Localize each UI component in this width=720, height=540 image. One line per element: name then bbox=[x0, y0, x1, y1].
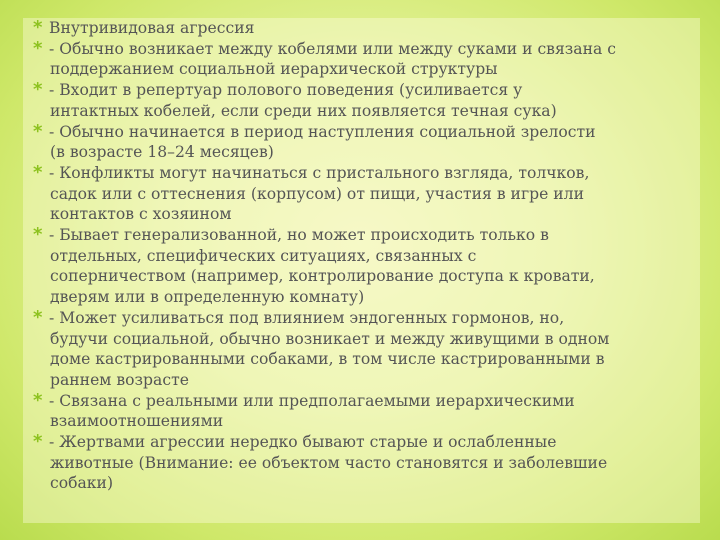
bullet-text: раннем возрасте bbox=[50, 370, 189, 389]
bullet-text: интактных кобелей, если среди них появляется течная сука) bbox=[50, 101, 557, 120]
bullet-point-continuation bbox=[33, 287, 616, 308]
bullet-point-continuation bbox=[33, 349, 616, 370]
bullet-asterisk-icon: * bbox=[33, 37, 43, 59]
bullet-asterisk-icon: * bbox=[33, 389, 43, 411]
title-text: Внутривидовая агрессия bbox=[49, 19, 255, 37]
bullet-point-continuation bbox=[33, 142, 616, 163]
bullet-text: садок или с оттеснения (корпусом) от пищи, участия в игре или bbox=[50, 184, 584, 203]
bullet-point-continuation bbox=[33, 266, 616, 287]
bullet-text: (в возрасте 18–24 месяцев) bbox=[50, 143, 274, 162]
bullet-text: - Обычно возникает между кобелями или между суками и связана с bbox=[49, 39, 616, 58]
bullet-point bbox=[33, 308, 616, 329]
bullet-text: дверям или в определенную комнату) bbox=[50, 288, 365, 307]
bullet-asterisk-icon: * bbox=[33, 79, 43, 101]
bullet-list bbox=[33, 18, 616, 494]
bullet-text: - Входит в репертуар полового поведения (усиливается у bbox=[49, 81, 523, 100]
bullet-point-continuation bbox=[33, 411, 616, 432]
bullet-text: - Бывает генерализованной, но может происходить только в bbox=[49, 226, 549, 245]
bullet-asterisk-icon: * bbox=[33, 161, 43, 183]
bullet-text: доме кастрированными собаками, в том числе кастрированными в bbox=[50, 350, 605, 369]
bullet-asterisk-icon: * bbox=[33, 306, 43, 328]
bullet-point-continuation bbox=[33, 184, 616, 205]
bullet-text: - Связана с реальными или предполагаемыми иерархическими bbox=[49, 391, 575, 410]
bullet-text: будучи социальной, обычно возникает и между живущими в одном bbox=[50, 329, 610, 348]
bullet-point-continuation bbox=[33, 101, 616, 122]
bullet-asterisk-icon: * bbox=[33, 224, 43, 246]
bullet-point-continuation bbox=[33, 59, 616, 80]
bullet-point bbox=[33, 432, 616, 453]
bullet-text: - Обычно начинается в период наступления социальной зрелости bbox=[49, 122, 596, 141]
bullet-point-continuation bbox=[33, 329, 616, 350]
bullet-point bbox=[33, 163, 616, 184]
bullet-asterisk-icon: * bbox=[33, 431, 43, 453]
bullet-point bbox=[33, 391, 616, 412]
bullet-text: - Может усиливаться под влиянием эндогенных гормонов, но, bbox=[49, 308, 565, 327]
bullet-text: отдельных, специфических ситуациях, связанных с bbox=[50, 246, 477, 265]
bullet-text: взаимоотношениями bbox=[50, 412, 224, 431]
bullet-text: - Жертвами агрессии нередко бывают старые и ослабленные bbox=[49, 433, 557, 452]
bullet-text: контактов с хозяином bbox=[50, 205, 232, 224]
bullet-text: животные (Внимание: ее объектом часто становятся и заболевшие bbox=[50, 453, 608, 472]
bullet-point-continuation bbox=[33, 204, 616, 225]
slide-title bbox=[33, 18, 616, 39]
bullet-point bbox=[33, 122, 616, 143]
bullet-text: поддержанием социальной иерархической структуры bbox=[50, 60, 498, 79]
bullet-point bbox=[33, 80, 616, 101]
bullet-point-continuation bbox=[33, 246, 616, 267]
bullet-text: собаки) bbox=[50, 474, 114, 493]
bullet-point-continuation bbox=[33, 370, 616, 391]
bullet-text: соперничеством (например, контролирование доступа к кровати, bbox=[50, 267, 595, 286]
bullet-asterisk-icon: * bbox=[33, 17, 43, 38]
bullet-point-continuation bbox=[33, 453, 616, 474]
bullet-asterisk-icon: * bbox=[33, 120, 43, 142]
bullet-point-continuation bbox=[33, 473, 616, 494]
bullet-point bbox=[33, 39, 616, 60]
bullet-text: - Конфликты могут начинаться с пристального взгляда, толчков, bbox=[49, 163, 590, 182]
bullet-point bbox=[33, 225, 616, 246]
